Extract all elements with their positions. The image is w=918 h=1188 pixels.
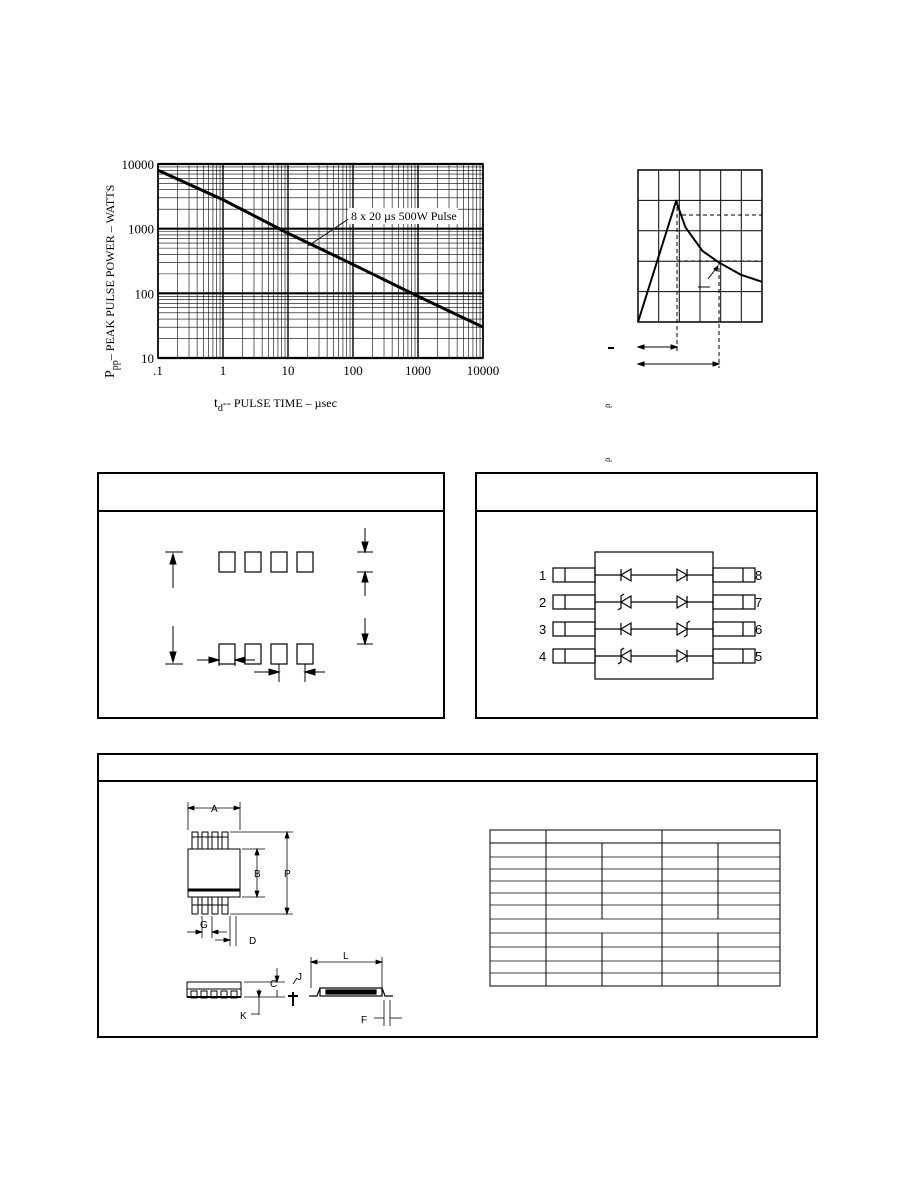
pad-row-bottom bbox=[219, 644, 313, 664]
pin-label-4: 4 bbox=[539, 649, 547, 664]
package-outline-header bbox=[99, 755, 816, 782]
pin-label-8: 8 bbox=[755, 568, 763, 583]
dimension-table-rows bbox=[490, 857, 780, 973]
pad-layout-drawing bbox=[99, 512, 443, 717]
dim-label-p: P bbox=[284, 869, 291, 880]
device-body bbox=[595, 552, 713, 679]
pin-label-1: 1 bbox=[539, 568, 547, 583]
y-axis-title bbox=[103, 185, 121, 378]
x-tick-label: 1000 bbox=[405, 363, 431, 378]
left-pin-pads bbox=[553, 568, 595, 663]
right-pin-labels bbox=[755, 568, 762, 664]
x-tick-label: 10000 bbox=[466, 363, 500, 378]
pad-dimension-lines bbox=[165, 528, 373, 682]
y-axis-title-subscript: pp bbox=[110, 360, 121, 371]
dim-label-k: K bbox=[240, 1011, 247, 1022]
y-tick-label: 10 bbox=[141, 351, 154, 366]
y-tick-label: 10000 bbox=[121, 157, 154, 172]
x-axis-title-subscript: d bbox=[217, 403, 223, 414]
left-pin-labels bbox=[539, 568, 546, 664]
package-outline-box bbox=[97, 753, 818, 1038]
pin-label-3: 3 bbox=[539, 622, 547, 637]
side-glyph-upper: ρ bbox=[602, 403, 612, 408]
pulse-waveform-chart bbox=[600, 160, 780, 470]
y-tick-label: 100 bbox=[134, 286, 154, 302]
dim-label-l: L bbox=[343, 951, 349, 962]
pad-row-top bbox=[219, 552, 313, 572]
dim-label-g: G bbox=[200, 920, 208, 931]
annotation-leader bbox=[308, 216, 353, 246]
waveform-dashes bbox=[677, 200, 762, 368]
diode-pairs bbox=[595, 569, 713, 664]
pin-label-6: 6 bbox=[755, 622, 763, 637]
x-axis-title-symbol: t bbox=[214, 396, 218, 411]
pin-label-2: 2 bbox=[539, 595, 547, 610]
side-glyph-lower: ρ bbox=[602, 457, 612, 462]
y-axis-title-symbol: P bbox=[103, 370, 118, 378]
x-axis-title bbox=[214, 396, 337, 414]
dim-label-c: C bbox=[270, 979, 278, 990]
lead-profile bbox=[288, 988, 393, 1006]
x-tick-labels bbox=[153, 363, 499, 378]
pad-layout-box bbox=[97, 472, 445, 719]
y-axis-title-text: – PEAK PULSE POWER – WATTS bbox=[103, 184, 117, 361]
dim-label-a: A bbox=[211, 804, 218, 815]
package-top-view bbox=[188, 832, 240, 914]
y-tick-label: 1000 bbox=[128, 221, 154, 237]
dim-label-d: D bbox=[249, 936, 257, 947]
x-tick-label: 10 bbox=[281, 363, 295, 378]
package-drawing bbox=[99, 782, 519, 1036]
package-side-view bbox=[187, 982, 241, 998]
pin-label-5: 5 bbox=[755, 649, 763, 664]
x-tick-label: 1 bbox=[219, 363, 227, 378]
dim-label-b: B bbox=[254, 869, 261, 880]
timing-markers bbox=[608, 345, 719, 366]
pin-label-7: 7 bbox=[755, 595, 763, 610]
y-tick-labels bbox=[122, 157, 155, 366]
pad-layout-header bbox=[99, 474, 443, 512]
x-tick-label: 100 bbox=[343, 363, 363, 378]
x-tick-label: .1 bbox=[153, 363, 163, 378]
dim-label-j: J bbox=[297, 972, 302, 983]
dimension-table bbox=[489, 829, 783, 989]
schematic-header bbox=[477, 474, 816, 512]
annotation-label: 8 x 20 µs 500W Pulse bbox=[351, 209, 457, 223]
x-axis-title-text: -- PULSE TIME – µsec bbox=[222, 396, 337, 410]
schematic-drawing bbox=[477, 512, 816, 717]
side-dimension-lines bbox=[244, 968, 285, 1015]
dim-label-f: F bbox=[361, 1015, 368, 1026]
right-pin-pads bbox=[713, 568, 755, 663]
schematic-box bbox=[475, 472, 818, 719]
pulse-power-chart bbox=[100, 150, 520, 420]
